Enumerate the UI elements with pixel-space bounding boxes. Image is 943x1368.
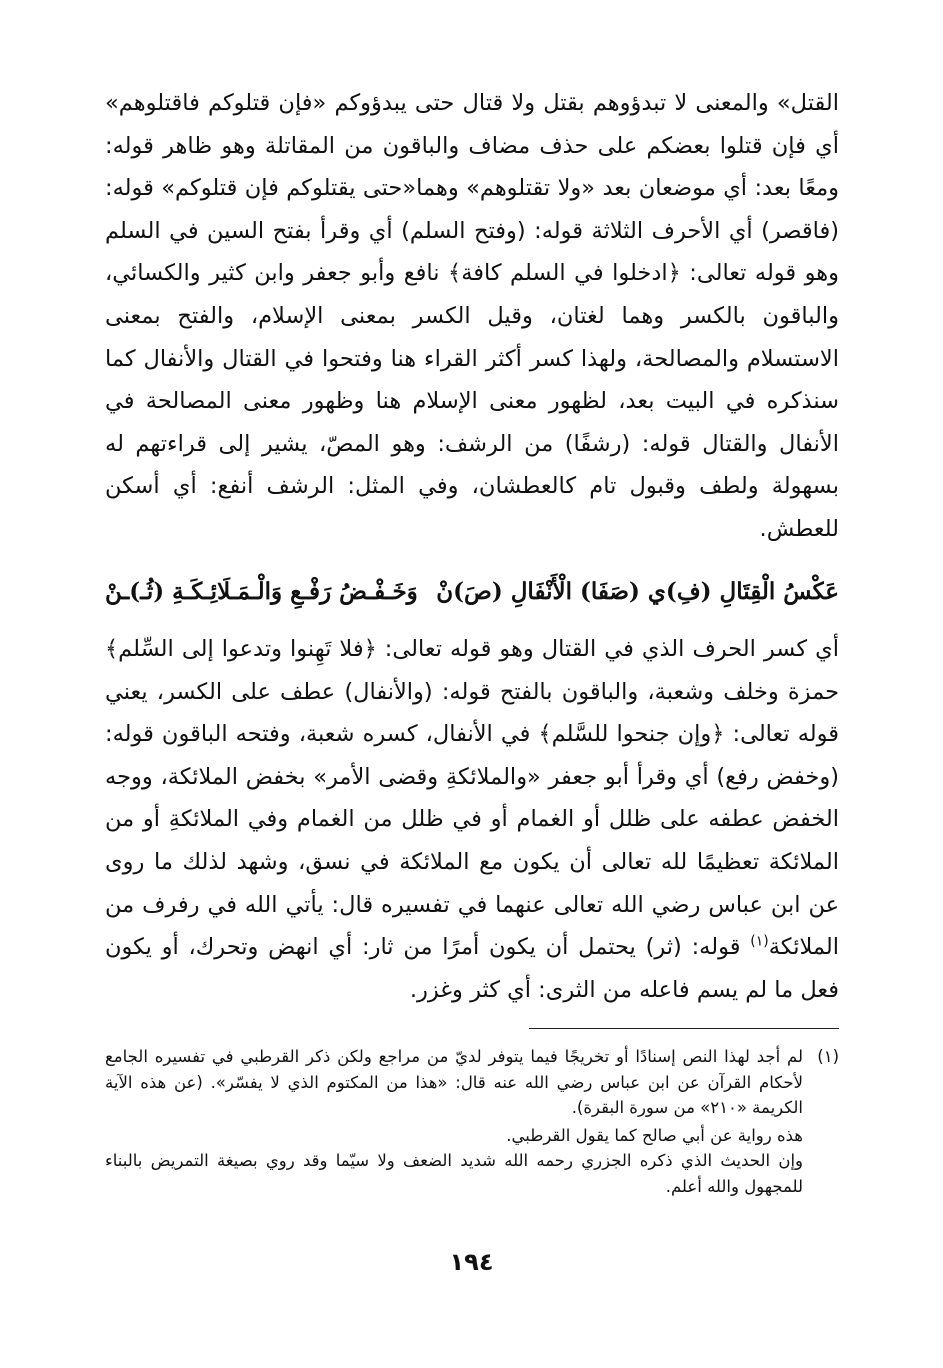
footnote-text-third: وإن الحديث الذي ذكره الجزري رحمه الله شديد الضعف ولا سيّما وقد روي بصيغة التمريض بالبناء للمجهول والله أعلم. xyxy=(105,1151,803,1196)
footnote-text-first: لم أجد لهذا النص إسنادًا أو تخريجًا فيما يتوفر لديّ من مراجع ولكن ذكر القرطبي في تفسيره الجامع لأحكام القرآن عن ابن عباس رضي الله عنه قال: «هذا من المكتوم الذي لا يفسّر». (عن هذه الآية الكريمة «٢١٠» من سورة البقرة). xyxy=(105,1047,803,1117)
commentary-paragraph xyxy=(105,628,839,1011)
footnotes-block xyxy=(105,1044,839,1199)
verse-first-hemistich: عَكْسُ الْقِتَالِ (فِ)ي (صَفَا) الْأَنْفَالِ (صَ)نْ xyxy=(436,578,839,605)
commentary-text-part2: قوله: (ثر) يحتمل أن يكون أمرًا من ثار: أي انهض وتحرك، أو يكون فعل ما لم يسم فاعله من الثرى: أي كثر وغزر. xyxy=(105,934,839,1003)
commentary-text-part1: أي كسر الحرف الذي في القتال وهو قوله تعالى: ﴿فلا تَهِنوا وتدعوا إلى السِّلم﴾ حمزة وخلف وشعبة، والباقون بالفتح قوله: (والأنفال) عطف على الكسر، يعني قوله تعالى: ﴿وإن جنحوا للسَّلم﴾ في الأنفال، كسره شعبة، وفتحه الباقون قوله: (وخفض رفع) أي وقرأ أبو جعفر «والملائكةِ وقضى الأمر» بخفض الملائكة، ووجه الخفض عطفه على ظلل أو الغمام أو في ظلل من الغمام وفي الملائكةِ أو من الملائكة تعظيمًا لله تعالى أن يكون مع الملائكة في نسق، وشهد لذلك ما روى عن ابن عباس رضي الله تعالى عنهما في تفسيره قال: يأتي الله في رفرف من الملائكة xyxy=(105,636,839,961)
footnote-number: (١) xyxy=(817,1047,839,1066)
footnote-reference: (١) xyxy=(750,933,769,950)
poem-verse xyxy=(105,567,839,617)
footnote-divider xyxy=(529,1028,839,1029)
main-paragraph: القتل» والمعنى لا تبدؤوهم بقتل ولا قتال حتى يبدؤوكم «فإن قتلوكم فاقتلوهم» أي فإن قتلوا بعضكم على حذف مضاف والباقون من المقاتلة وهو ظاهر قوله: ومعًا بعد: أي موضعان بعد «ولا تقتلوهم» وهما«حتى يقتلوكم فإن قتلوكم» قوله: (فاقصر) أي الأحرف الثلاثة قوله: (وفتح السلم) أي وقرأ بفتح السين في السلم وهو قوله تعالى: ﴿ادخلوا في السلم كافة﴾ نافع وأبو جعفر وابن كثير والكسائي، والباقون بالكسر وهما لغتان، وقيل الكسر بمعنى الإسلام، والفتح بمعنى الاستسلام والمصالحة، ولهذا كسر أكثر القراء هنا وفتحوا في القتال والأنفال كما سنذكره في البيت بعد، لظهور معنى الإسلام هنا وظهور معنى المصالحة في الأنفال والقتال قوله: (رشفًا) من الرشف: وهو المصّ، يشير إلى قراءتهم له بسهولة ولطف وقبول تام كالعطشان، وفي المثل: الرشف أنفع: أي أسكن للعطش. xyxy=(105,90,839,542)
footnote-item xyxy=(105,1044,839,1121)
verse-second-hemistich: وَخَـفْـضُ رَفْـعِ وَالْـمَـلَائِـكَـةِ (ثُـ)ـنْ xyxy=(105,578,418,605)
page-number: ١٩٤ xyxy=(449,1248,494,1276)
main-text-block xyxy=(105,82,839,551)
commentary-block xyxy=(105,628,839,1011)
footnote-text-second: هذه رواية عن أبي صالح كما يقول القرطبي. xyxy=(506,1125,803,1145)
